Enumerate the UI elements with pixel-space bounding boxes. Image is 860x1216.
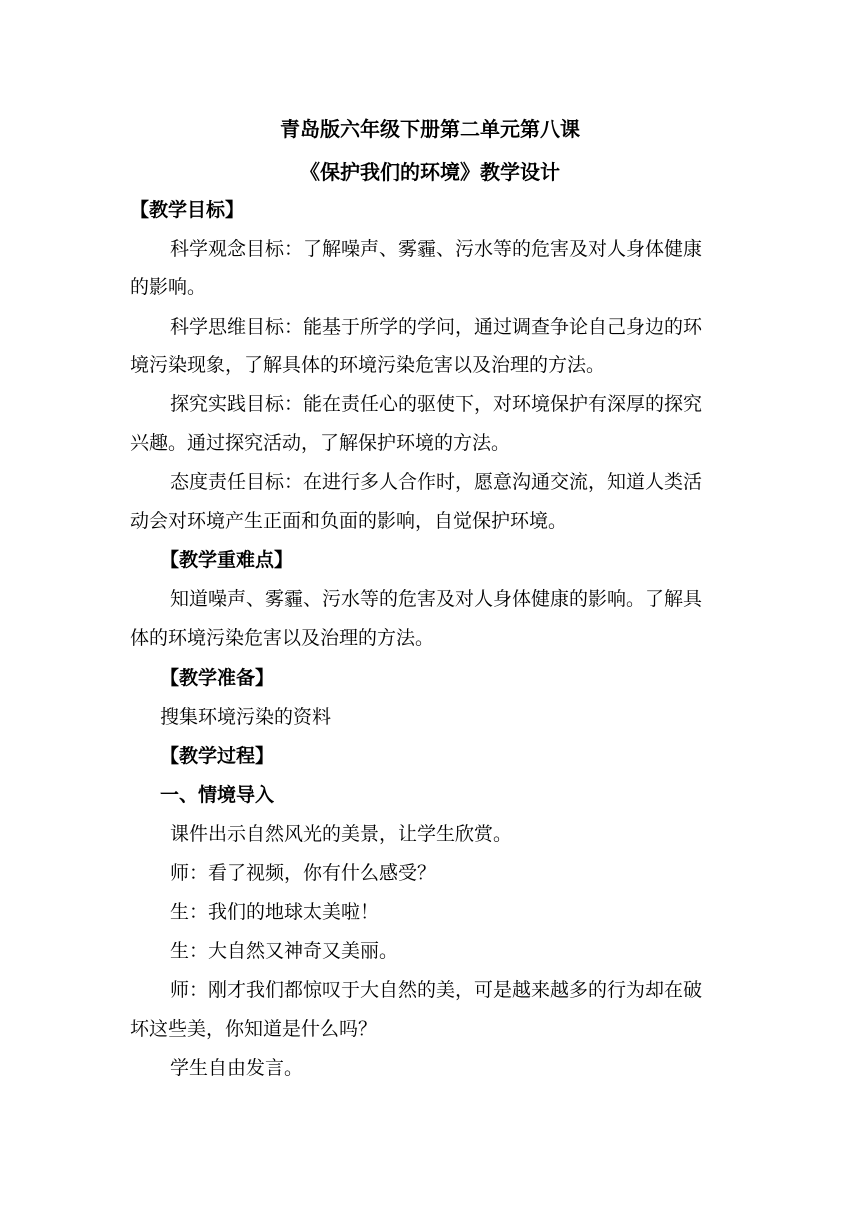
preparation-text: 搜集环境污染的资料 [160, 706, 332, 728]
objective-attitude-line2: 动会对环境产生正面和负面的影响，自觉保护环境。 [130, 510, 568, 532]
document-title-line1: 青岛版六年级下册第二单元第八课 [280, 117, 580, 141]
process-line-students-speak: 学生自由发言。 [170, 1057, 304, 1079]
process-line-student-answer1: 生：我们的地球太美啦！ [170, 901, 380, 923]
preparation-heading: 【教学准备】 [160, 667, 275, 689]
process-line-courseware: 课件出示自然风光的美景，让学生欣赏。 [170, 823, 513, 845]
objective-inquiry-practice-line2: 兴趣。通过探究活动，了解保护环境的方法。 [130, 432, 511, 454]
keypoints-heading: 【教学重难点】 [160, 549, 294, 571]
process-step1-heading: 一、情境导入 [160, 784, 275, 806]
keypoints-text-line2: 体的环境污染危害以及治理的方法。 [130, 627, 435, 649]
objective-science-concept-line1: 科学观念目标：了解噪声、雾霾、污水等的危害及对人身体健康 [170, 238, 703, 260]
process-heading: 【教学过程】 [160, 745, 275, 767]
objective-attitude-line1: 态度责任目标：在进行多人合作时，愿意沟通交流，知道人类活 [170, 471, 703, 493]
objectives-heading: 【教学目标】 [130, 199, 245, 221]
document-title-line2: 《保护我们的环境》教学设计 [300, 160, 560, 184]
objective-science-concept-line2: 的影响。 [130, 276, 207, 298]
objective-science-thinking-line2: 境污染现象，了解具体的环境污染危害以及治理的方法。 [130, 354, 606, 376]
objective-science-thinking-line1: 科学思维目标：能基于所学的学问，通过调查争论自己身边的环 [170, 316, 703, 338]
keypoints-text-line1: 知道噪声、雾霾、污水等的危害及对人身体健康的影响。了解具 [170, 588, 703, 610]
objective-inquiry-practice-line1: 探究实践目标：能在责任心的驱使下，对环境保护有深厚的探究 [170, 393, 703, 415]
process-line-student-answer2: 生：大自然又神奇又美丽。 [170, 940, 399, 962]
process-line-teacher-question: 师：看了视频，你有什么感受？ [170, 862, 437, 884]
process-line-teacher-prompt-line1: 师：刚才我们都惊叹于大自然的美，可是越来越多的行为却在破 [170, 979, 703, 1001]
process-line-teacher-prompt-line2: 坏这些美，你知道是什么吗？ [130, 1018, 378, 1040]
